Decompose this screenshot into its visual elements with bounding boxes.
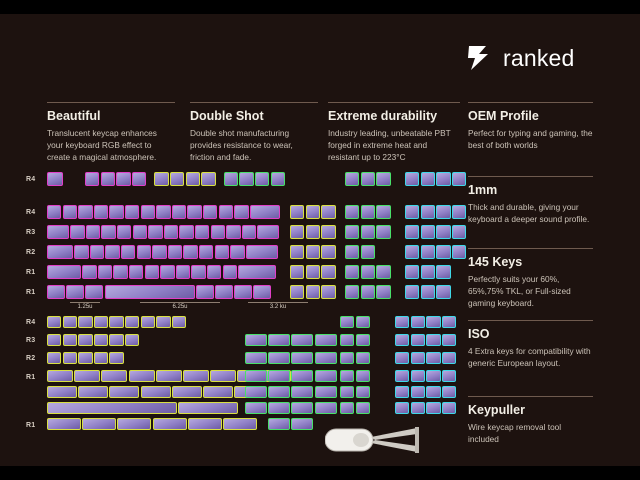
keycap — [268, 370, 290, 382]
keycap — [47, 316, 61, 328]
keycap — [345, 172, 359, 186]
keycap — [345, 265, 359, 279]
keycap — [105, 245, 119, 259]
keycap — [109, 334, 123, 346]
keycap — [361, 205, 375, 219]
keycap — [210, 370, 236, 382]
keycap — [395, 386, 409, 398]
keycap — [376, 172, 390, 186]
keycap — [239, 172, 253, 186]
keycap — [82, 418, 116, 430]
keycap — [405, 285, 419, 299]
keycap — [291, 386, 313, 398]
keycap — [63, 352, 77, 364]
keycap — [452, 245, 466, 259]
keycap — [306, 245, 320, 259]
keycap — [245, 370, 267, 382]
keycap — [109, 352, 123, 364]
keycap — [223, 265, 237, 279]
keycap — [411, 370, 425, 382]
keycap — [105, 285, 195, 299]
keycap — [63, 205, 77, 219]
keycap — [94, 316, 108, 328]
keycap — [242, 225, 256, 239]
keycap — [47, 334, 61, 346]
brand-name: ranked — [503, 44, 575, 71]
keycap — [74, 370, 100, 382]
keycap — [411, 386, 425, 398]
keycap — [421, 225, 435, 239]
feature-title: 145 Keys — [468, 255, 523, 269]
keycap — [442, 352, 456, 364]
keycap — [129, 370, 155, 382]
row-label: R4 — [26, 209, 36, 216]
keycap — [395, 402, 409, 414]
keycap — [85, 285, 103, 299]
keycap — [90, 245, 104, 259]
keycap — [238, 265, 276, 279]
keycap — [203, 205, 217, 219]
keycap — [356, 352, 370, 364]
keycap — [154, 172, 168, 186]
keycap — [290, 285, 304, 299]
keycap — [178, 402, 238, 414]
keycap — [211, 225, 225, 239]
keycap — [125, 334, 139, 346]
keycap — [306, 205, 320, 219]
keycap — [141, 205, 155, 219]
keycap — [340, 334, 354, 346]
keycap — [94, 352, 108, 364]
keycap — [245, 386, 267, 398]
keycap — [361, 265, 375, 279]
keycap — [70, 225, 84, 239]
keycap — [268, 334, 290, 346]
keycap — [340, 352, 354, 364]
keycap — [426, 316, 440, 328]
keycap — [421, 285, 435, 299]
feature-body: Perfectly suits your 60%, 65%,75% TKL, or Full-sized gaming keyboard. — [468, 274, 571, 309]
keycap — [132, 172, 146, 186]
keycap — [356, 316, 370, 328]
keycap — [306, 265, 320, 279]
keycap — [156, 205, 170, 219]
keycap — [356, 334, 370, 346]
keycap — [291, 370, 313, 382]
keycap — [340, 370, 354, 382]
keycap — [125, 316, 139, 328]
keycap — [356, 386, 370, 398]
feature-title: ISO — [468, 327, 490, 341]
feature-title: 1mm — [468, 183, 498, 197]
keycap — [201, 172, 215, 186]
feature-title: Beautiful — [47, 109, 101, 123]
row-label: R1 — [26, 269, 36, 276]
keycap — [224, 172, 238, 186]
keycap — [321, 225, 335, 239]
keycap — [436, 285, 450, 299]
row-label: R4 — [26, 176, 36, 183]
keycap — [183, 245, 197, 259]
keycap — [291, 334, 313, 346]
unit-measure-label: 6.25u — [140, 302, 220, 310]
keycap — [109, 205, 123, 219]
keycap — [109, 386, 139, 398]
keycap — [315, 352, 337, 364]
keycap — [78, 352, 92, 364]
keycap — [257, 225, 279, 239]
keycap — [47, 370, 73, 382]
keycap — [436, 245, 450, 259]
feature-title: Double Shot — [190, 109, 264, 123]
keycap — [82, 265, 96, 279]
keycap — [421, 245, 435, 259]
feature-body: Double shot manufacturing provides resistance to wear, friction and fade. — [190, 128, 293, 163]
keycap — [47, 418, 81, 430]
row-label: R1 — [26, 422, 36, 429]
keycap — [196, 285, 214, 299]
keycap — [121, 245, 135, 259]
keycap — [47, 265, 81, 279]
keycap — [172, 386, 202, 398]
keycap — [290, 265, 304, 279]
keycap — [179, 225, 193, 239]
keycap — [78, 316, 92, 328]
keycap — [405, 172, 419, 186]
feature-body: 4 Extra keys for compatibility with generic European layout. — [468, 346, 591, 369]
keycap — [442, 386, 456, 398]
keycap — [195, 225, 209, 239]
keycap — [160, 265, 174, 279]
keycap — [361, 245, 375, 259]
keycap — [63, 334, 77, 346]
keycap — [306, 225, 320, 239]
keycap — [141, 386, 171, 398]
keycap — [255, 172, 269, 186]
keycap — [245, 352, 267, 364]
keycap — [268, 402, 290, 414]
keycap — [340, 402, 354, 414]
keycap — [411, 402, 425, 414]
keycap — [421, 172, 435, 186]
keycap — [411, 316, 425, 328]
keycap — [234, 285, 252, 299]
keycap — [145, 265, 159, 279]
keycap — [340, 386, 354, 398]
keycap — [47, 402, 177, 414]
keycap — [141, 316, 155, 328]
keycap — [321, 285, 335, 299]
keycap — [168, 245, 182, 259]
keycap — [442, 370, 456, 382]
row-label: R2 — [26, 355, 36, 362]
keycap — [271, 172, 285, 186]
keycap — [47, 225, 69, 239]
keycap — [101, 370, 127, 382]
feature-body: Translucent keycap enhances your keyboard RGB effect to create a magical atmosphere. — [47, 128, 157, 163]
keycap — [187, 205, 201, 219]
keycap — [170, 172, 184, 186]
keycap — [148, 225, 162, 239]
keycap — [113, 265, 127, 279]
keycap — [133, 225, 147, 239]
keycap — [47, 205, 61, 219]
keycap — [129, 265, 143, 279]
feature-title: Extreme durability — [328, 109, 438, 123]
keycap — [125, 205, 139, 219]
keycap — [290, 225, 304, 239]
keycap — [94, 205, 108, 219]
keycap — [315, 334, 337, 346]
keycap — [78, 386, 108, 398]
keycap — [426, 370, 440, 382]
unit-measure-label: 3.2 ku — [248, 302, 308, 310]
keycap — [172, 316, 186, 328]
keycap — [376, 205, 390, 219]
keycap — [47, 386, 77, 398]
keycap — [152, 245, 166, 259]
keycap — [426, 402, 440, 414]
keycap — [234, 205, 248, 219]
keycap — [101, 172, 115, 186]
keycap — [98, 265, 112, 279]
keycap — [47, 172, 63, 186]
row-label: R3 — [26, 229, 36, 236]
keycap — [137, 245, 151, 259]
keycap — [452, 225, 466, 239]
keycap — [183, 370, 209, 382]
keycap — [426, 352, 440, 364]
row-label: R1 — [26, 289, 36, 296]
keycap — [47, 285, 65, 299]
keycap — [253, 285, 271, 299]
keycap — [78, 205, 92, 219]
keycap — [321, 265, 335, 279]
keycap — [426, 386, 440, 398]
keycap — [117, 225, 131, 239]
keycap — [442, 316, 456, 328]
row-label: R1 — [26, 374, 36, 381]
feature-body: Wire keycap removal tool included — [468, 422, 562, 445]
keycap — [223, 418, 257, 430]
keycap — [411, 334, 425, 346]
feature-title: OEM Profile — [468, 109, 539, 123]
keycap — [376, 285, 390, 299]
keycap — [315, 370, 337, 382]
unit-measure-label: 1.25u — [70, 302, 100, 310]
keycap — [86, 225, 100, 239]
keycap — [442, 334, 456, 346]
feature-title: Keypuller — [468, 403, 525, 417]
keycap — [268, 352, 290, 364]
keycap — [361, 285, 375, 299]
keycap — [436, 205, 450, 219]
keycap — [395, 334, 409, 346]
keycap — [109, 316, 123, 328]
keycap — [421, 265, 435, 279]
wire-keycap-puller-icon — [325, 424, 445, 458]
keycap — [345, 225, 359, 239]
row-label: R2 — [26, 249, 36, 256]
keycap — [78, 334, 92, 346]
keycap — [291, 402, 313, 414]
keycap — [268, 386, 290, 398]
keycap — [94, 334, 108, 346]
keycap — [268, 418, 290, 430]
keycap — [436, 225, 450, 239]
keycap — [321, 205, 335, 219]
keycap — [219, 205, 233, 219]
keycap — [411, 352, 425, 364]
keycap — [452, 205, 466, 219]
keycap — [356, 402, 370, 414]
keycap — [191, 265, 205, 279]
keycap — [215, 245, 229, 259]
keycap — [63, 316, 77, 328]
keycap — [361, 225, 375, 239]
keycap — [203, 386, 233, 398]
keycap — [321, 245, 335, 259]
keycap — [361, 172, 375, 186]
feature-body: Thick and durable, giving your keyboard a deeper sound profile. — [468, 202, 590, 225]
row-label: R3 — [26, 337, 36, 344]
keycap — [250, 205, 280, 219]
keycap — [376, 225, 390, 239]
feature-body: Industry leading, unbeatable PBT forged in extreme heat and resistant up to 223°C — [328, 128, 451, 163]
keycap — [315, 386, 337, 398]
keycap — [291, 418, 313, 430]
keycap — [340, 316, 354, 328]
keycap — [199, 245, 213, 259]
keycap — [405, 205, 419, 219]
keycap — [405, 265, 419, 279]
keycap — [345, 245, 359, 259]
keycap — [153, 418, 187, 430]
keycap — [405, 225, 419, 239]
keycap — [74, 245, 88, 259]
keycap — [47, 352, 61, 364]
keycap — [421, 205, 435, 219]
keycap — [188, 418, 222, 430]
keycap — [291, 352, 313, 364]
keycap — [176, 265, 190, 279]
keycap — [246, 245, 278, 259]
keycap — [207, 265, 221, 279]
keycap — [290, 245, 304, 259]
keycap — [306, 285, 320, 299]
keycap — [426, 334, 440, 346]
keycap — [436, 172, 450, 186]
keycap — [395, 370, 409, 382]
keycap — [164, 225, 178, 239]
keycap — [186, 172, 200, 186]
feature-body: Perfect for typing and gaming, the best of both worlds — [468, 128, 593, 151]
keycap — [345, 285, 359, 299]
keycap — [376, 265, 390, 279]
keycap — [101, 225, 115, 239]
keycap — [117, 418, 151, 430]
keycap — [116, 172, 130, 186]
keycap — [452, 172, 466, 186]
keycap — [156, 316, 170, 328]
keycap — [172, 205, 186, 219]
row-label: R4 — [26, 319, 36, 326]
keycap — [226, 225, 240, 239]
keycap — [290, 205, 304, 219]
keycap — [436, 265, 450, 279]
keycap — [47, 245, 73, 259]
keycap — [405, 245, 419, 259]
keycap — [395, 316, 409, 328]
keycap — [156, 370, 182, 382]
keycap — [66, 285, 84, 299]
keycap — [356, 370, 370, 382]
keycap — [345, 205, 359, 219]
keycap — [442, 402, 456, 414]
keycap — [215, 285, 233, 299]
keycap — [245, 334, 267, 346]
keycap — [85, 172, 99, 186]
keycap — [395, 352, 409, 364]
keycap — [245, 402, 267, 414]
keycap — [315, 402, 337, 414]
keycap — [230, 245, 244, 259]
